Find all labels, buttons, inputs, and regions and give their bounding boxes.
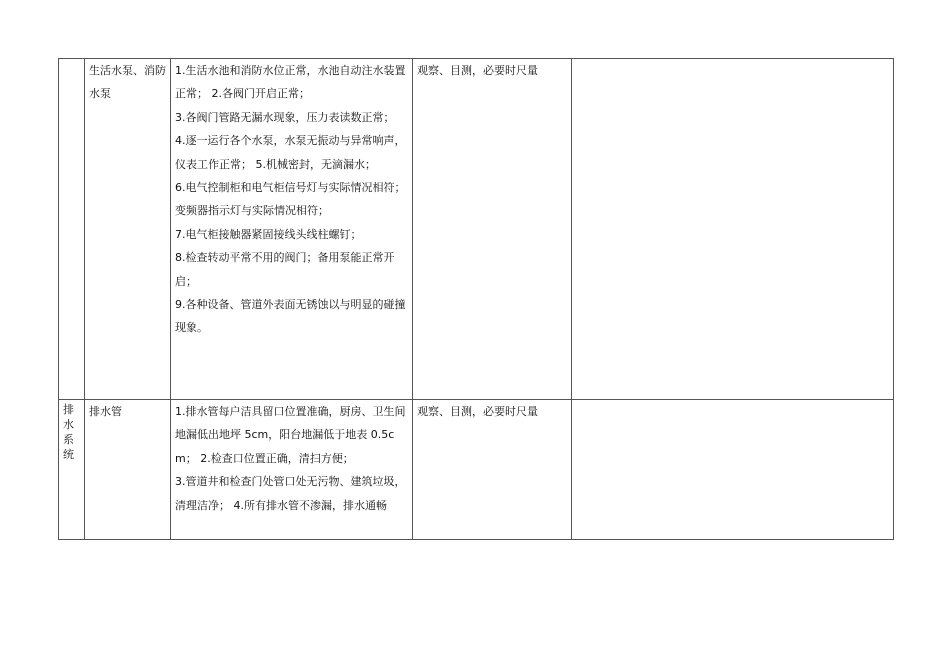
- inspection-item: 4.逐一运行各个水泵，水泵无振动与异常响声，仪表工作正常； 5.机械密封，无滴漏水；: [175, 134, 406, 171]
- system-label: [63, 59, 75, 61]
- inspection-item: 8.检查转动平常不用的阀门；备用泵能正常开启；: [175, 251, 395, 288]
- inspection-item: 3.管道井和检查门处管口处无污物、建筑垃圾，清理洁净； 4.所有排水管不渗漏，排水通畅: [175, 475, 406, 512]
- table-row: [59, 59, 894, 400]
- inspection-item: 6.电气控制柜和电气柜信号灯与实际情况相符；变频器指示灯与实际情况相符；: [175, 181, 406, 218]
- equipment-cell: [85, 400, 171, 540]
- remark-cell: [572, 400, 894, 540]
- system-cell: [59, 400, 85, 540]
- inspection-item: 1.生活水池和消防水位正常，水池自动注水装置正常； 2.各阀门开启正常；: [175, 64, 406, 101]
- table-row: [59, 400, 894, 540]
- inspection-table: [58, 58, 894, 540]
- system-label: 排水系统: [63, 403, 74, 461]
- inspection-item: 7.电气柜接触器紧固接线头线柱螺钉；: [175, 227, 362, 241]
- inspection-item: 9.各种设备、管道外表面无锈蚀以与明显的碰撞现象。: [175, 298, 406, 335]
- inspection-items-cell: [171, 59, 413, 400]
- method-label: 观察、目测，必要时尺量: [417, 405, 538, 418]
- equipment-cell: [85, 59, 171, 400]
- system-cell: [59, 59, 85, 400]
- remark-cell: [572, 59, 894, 400]
- inspection-item: 1.排水管每户洁具留口位置准确，厨房、卫生间地漏低出地坪 5cm，阳台地漏低于地表 0.5cm； 2.检查口位置正确，清扫方便；: [175, 405, 406, 465]
- method-cell: [413, 59, 572, 400]
- inspection-item: 3.各阀门管路无漏水现象，压力表读数正常；: [175, 110, 395, 124]
- method-label: 观察、目测，必要时尺量: [417, 64, 538, 77]
- equipment-label: 排水管: [89, 405, 122, 418]
- method-cell: [413, 400, 572, 540]
- equipment-label: 生活水泵、消防水泵: [89, 64, 166, 101]
- inspection-items-cell: [171, 400, 413, 540]
